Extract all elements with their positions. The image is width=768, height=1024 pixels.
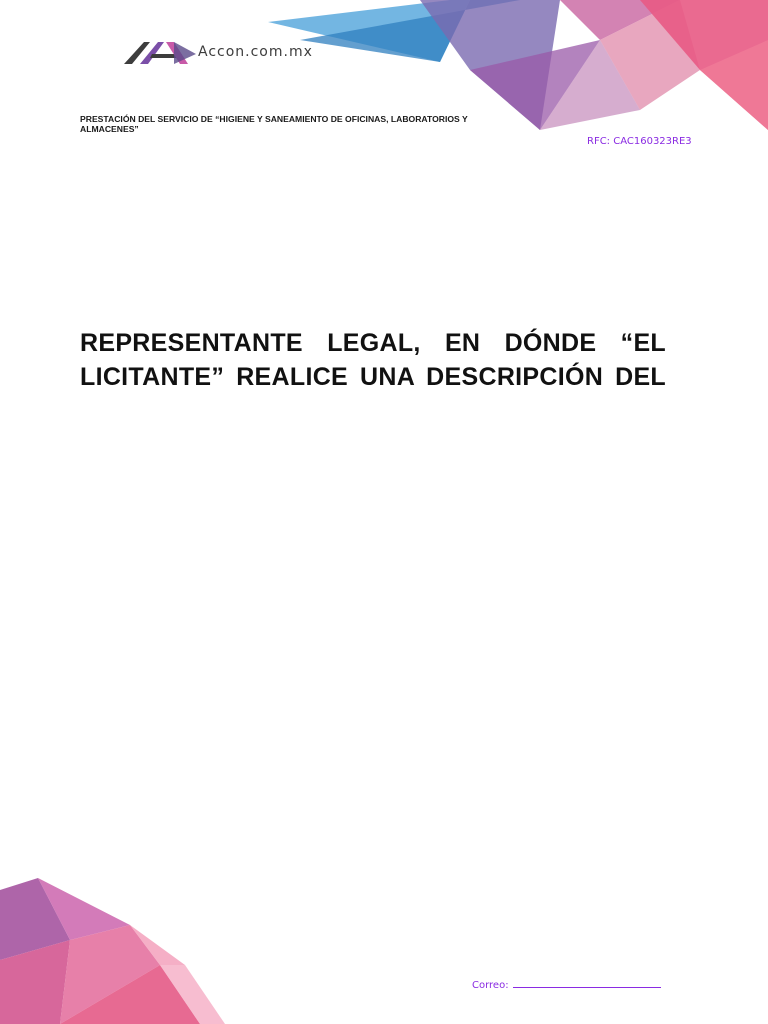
logo-text: Accon.com.mx <box>198 44 313 60</box>
heading-line-2: LICITANTE” REALICE UNA DESCRIPCIÓN DEL <box>80 363 666 391</box>
rfc-label: RFC: CAC160323RE3 <box>587 136 692 147</box>
company-logo <box>122 36 332 70</box>
document-heading <box>80 326 666 394</box>
logo-mark-icon <box>122 36 198 68</box>
correo-label: Correo: <box>472 980 509 991</box>
heading-line-1: REPRESENTANTE LEGAL, EN DÓNDE “EL <box>80 329 666 357</box>
service-title: PRESTACIÓN DEL SERVICIO DE “HIGIENE Y SANEAMIENTO DE OFICINAS, LABORATORIOS Y ALMACENES” <box>80 114 468 134</box>
correo-field <box>472 977 661 991</box>
correo-blank-line <box>513 977 661 988</box>
